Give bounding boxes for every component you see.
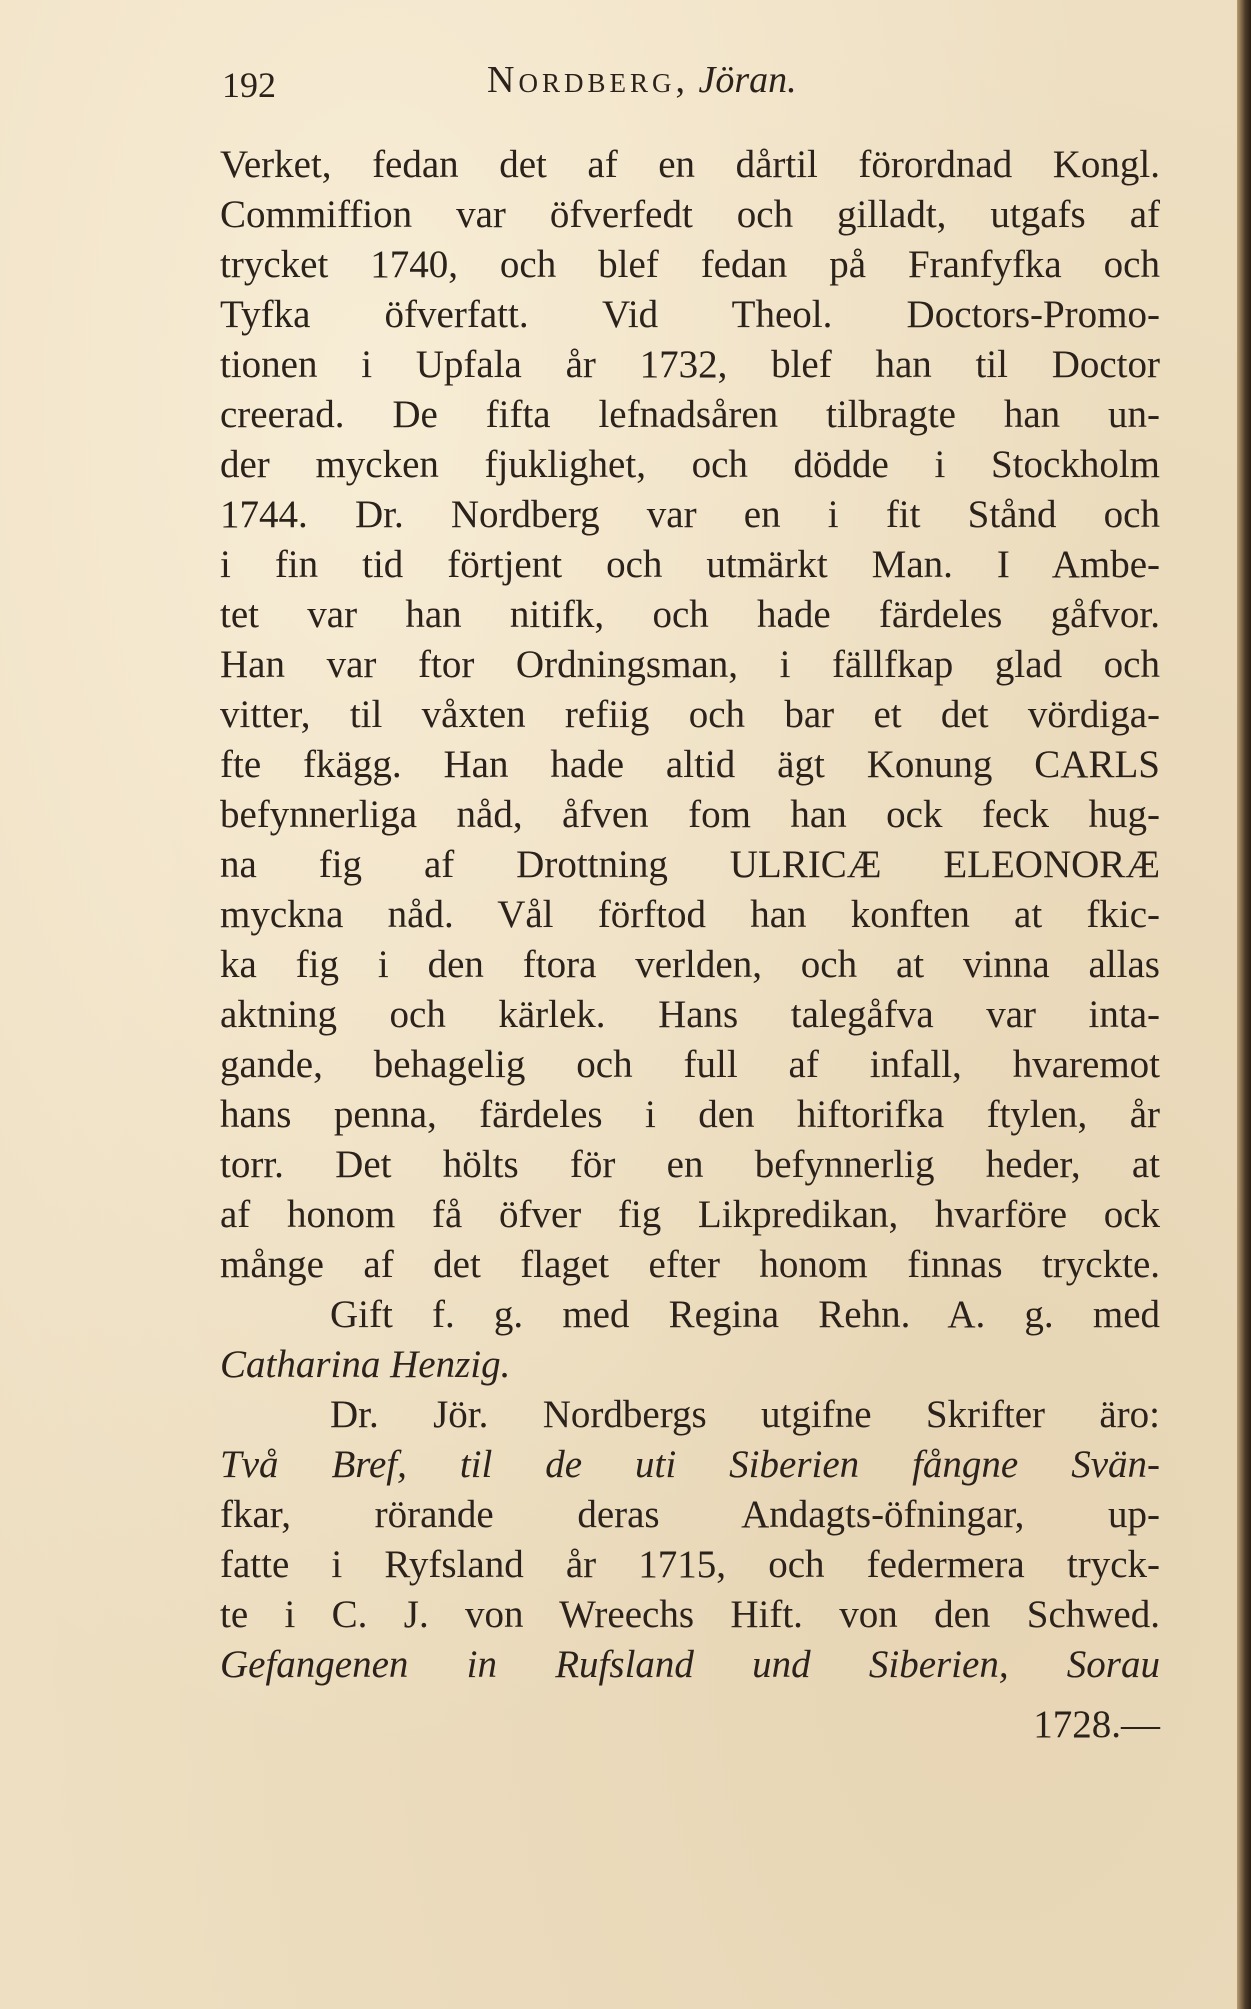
text-line: Gift f. g. med Regina Rehn. A. g. med [330, 1293, 1160, 1336]
running-title [487, 58, 797, 102]
page-number: 192 [222, 65, 276, 105]
text-line: tet var han nitifk, och hade färdeles gåfvor. [220, 593, 1160, 636]
page-edge-shadow [1237, 0, 1251, 2009]
text-line: tionen i Upfala år 1732, blef han til Doctor [220, 343, 1160, 386]
running-title-surname: Nordberg, [487, 59, 689, 101]
text-line: trycket 1740, och blef fedan på Franfyfka och [220, 243, 1160, 286]
text-line: ka fig i den ftora verlden, och at vinna allas [220, 943, 1160, 986]
text-line: Dr. Jör. Nordbergs utgifne Skrifter äro: [330, 1393, 1160, 1436]
catchword: 1728.— [1033, 1703, 1160, 1746]
text-line: Tyfka öfverfatt. Vid Theol. Doctors-Promo- [220, 293, 1160, 336]
text-line: gande, behagelig och full af infall, hvaremot [220, 1043, 1160, 1086]
text-line: der mycken fjuklighet, och dödde i Stockholm [220, 443, 1160, 486]
text-line: hans penna, färdeles i den hiftorifka ftylen, år [220, 1093, 1160, 1136]
text-line: creerad. De fifta lefnadsåren tilbragte han un- [220, 393, 1160, 436]
text-line: befynnerliga nåd, åfven fom han ock feck hug- [220, 793, 1160, 836]
text-line: Catharina Henzig. [220, 1343, 511, 1386]
text-line: vitter, til våxten refiig och bar et det vördiga- [220, 693, 1160, 736]
text-line: te i C. J. von Wreechs Hift. von den Schwed. [220, 1593, 1160, 1636]
text-line: aktning och kärlek. Hans talegåfva var inta- [220, 993, 1160, 1036]
text-line: na fig af Drottning ULRICÆ ELEONORÆ [220, 843, 1160, 886]
text-line: Han var ftor Ordningsman, i fällfkap glad och [220, 643, 1160, 686]
text-line: Två Bref, til de uti Siberien fångne Svän- [220, 1443, 1160, 1486]
text-line: Verket, fedan det af en dårtil förordnad Kongl. [220, 143, 1160, 186]
text-line: fkar, rörande deras Andagts-öfningar, up- [220, 1493, 1160, 1536]
text-line: af honom få öfver fig Likpredikan, hvarföre ock [220, 1193, 1160, 1236]
running-title-given-name: Jöran. [698, 59, 797, 101]
text-line: fte fkägg. Han hade altid ägt Konung CARLS [220, 743, 1160, 786]
running-head [222, 58, 1042, 108]
text-line: Gefangenen in Rufsland und Siberien, Sorau [220, 1643, 1160, 1686]
text-line: torr. Det hölts för en befynnerlig heder, at [220, 1143, 1160, 1186]
text-line: Commiffion var öfverfedt och gilladt, utgafs af [220, 193, 1160, 236]
text-line: månge af det flaget efter honom finnas tryckte. [220, 1243, 1160, 1286]
text-line: myckna nåd. Vål förftod han konften at fkic- [220, 893, 1160, 936]
text-line: 1744. Dr. Nordberg var en i fit Stånd och [220, 493, 1160, 536]
text-line: i fin tid förtjent och utmärkt Man. I Ambe- [220, 543, 1160, 586]
text-line: fatte i Ryfsland år 1715, och federmera tryck- [220, 1543, 1160, 1586]
